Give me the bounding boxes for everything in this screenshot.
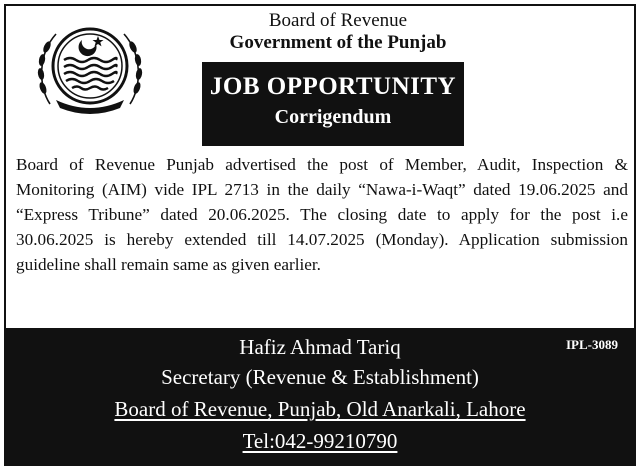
government-name: Government of the Punjab (229, 32, 447, 53)
job-banner (202, 62, 464, 146)
banner-subtitle: Corrigendum (274, 106, 392, 128)
office-address: Board of Revenue, Punjab, Old Anarkali, Lahore (114, 397, 526, 421)
signature-block (6, 328, 634, 464)
org-name: Board of Revenue (268, 10, 408, 31)
corrigendum-text: Board of Revenue Punjab advertised the post of Member, Audit, Inspection & Monitoring (AIM) vide IPL 2713 in the daily “Nawa-i-Waqt” dated 19.06.2025 and “Express Tribune” dated 20.06.2025. The closing date to apply for the post i.e 30.06.2025 is hereby extended till 14.07.2025 (Monday). Application submission guideline shall remain same as given earlier. (16, 155, 628, 274)
punjab-government-emblem-icon (32, 16, 148, 116)
signatory-name: Hafiz Ahmad Tariq (239, 335, 401, 359)
ipl-reference: IPL-3089 (566, 337, 618, 352)
signatory-title: Secretary (Revenue & Establishment) (161, 365, 479, 389)
organization-heading (186, 10, 490, 54)
telephone-number: Tel:042-99210790 (242, 429, 398, 453)
banner-title: JOB OPPORTUNITY (209, 73, 457, 100)
advertisement-frame (4, 4, 636, 466)
